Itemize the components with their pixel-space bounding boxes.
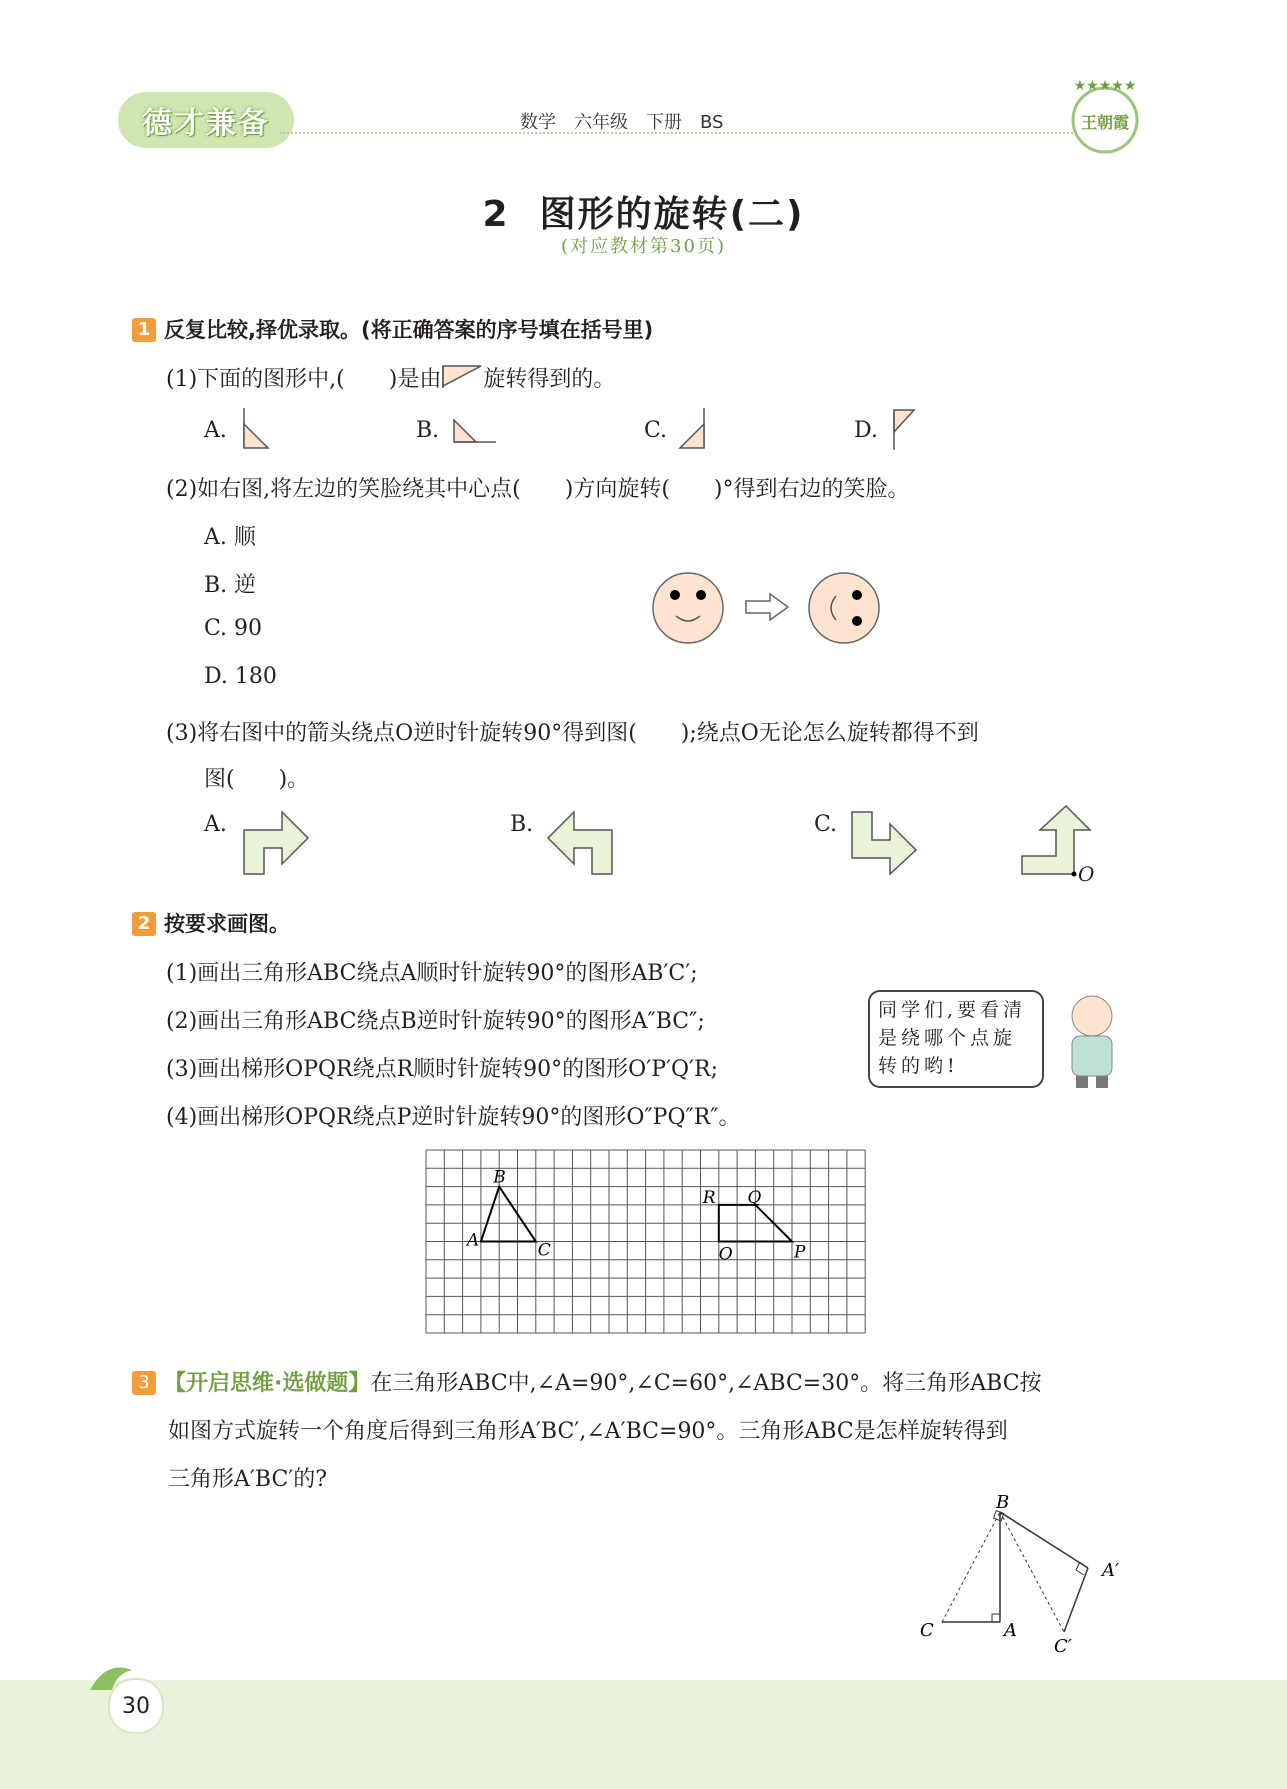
q1-p2-option-b[interactable]: B. 逆 [204,573,257,598]
brand-logo: 德才兼备 [118,92,294,148]
q1-part2-text: (2)如右图,将左边的笑脸绕其中心点( )方向旋转( )°得到右边的笑脸。 [166,477,910,502]
q2-item-3: (3)画出梯形OPQR绕点R顺时针旋转90°的图形O′P′Q′R; [166,1057,718,1082]
label-c: C [920,1620,934,1641]
q1-heading: 1 反复比较,择优录取。(将正确答案的序号填在括号里) [132,314,653,344]
grid-label-p: P [794,1242,806,1263]
label-a: A [1004,1620,1017,1641]
grid-label-o: O [718,1244,733,1265]
q2-item-2: (2)画出三角形ABC绕点B逆时针旋转90°的图形A″BC″; [166,1009,705,1034]
arrow-shape-c [850,810,920,876]
option-a-shape [242,406,272,450]
svg-text:★★★★★: ★★★★★ [1073,78,1137,94]
smiley-face-left [650,570,726,646]
q1-part1-text: (1)下面的图形中,( )是由 旋转得到的。 [166,362,615,393]
grid-label-b: B [493,1167,506,1188]
grid-label-r: R [702,1187,716,1208]
arrow-shape-a [242,810,312,876]
right-arrow-icon [744,592,790,622]
q1-p1-option-b[interactable]: B. [416,418,440,443]
grid-label-q: Q [747,1187,762,1208]
q1-p3-option-a[interactable]: A. [204,812,227,837]
q3-line3: 三角形A′BC′的? [168,1467,328,1492]
q1-p2-option-c[interactable]: C. 90 [204,616,263,641]
author-badge-label: 王朝霞 [1080,113,1130,132]
option-d-shape [892,408,918,452]
author-badge-icon [1065,78,1145,158]
q1-p2-option-d[interactable]: D. 180 [204,664,277,689]
page-title: 2 图形的旋转(二) [482,194,805,235]
q2-item-4: (4)画出梯形OPQR绕点P逆时针旋转90°的图形O″PQ″R″。 [166,1105,741,1130]
hint-speech-bubble: 同学们,要看清是绕哪个点旋转的哟! [868,990,1044,1088]
q2-heading: 2 按要求画图。 [132,908,290,938]
q1-p3-option-b[interactable]: B. [510,812,534,837]
rotation-triangle-figure [912,1490,1142,1657]
footer-band [0,1680,1287,1789]
header-subtitle: 数学 六年级 下册 BS [520,112,724,133]
textbook-reference: (对应教材第30页) [561,236,726,257]
point-o-label: O [1078,862,1095,886]
header-divider [280,132,1125,134]
q1-p1-option-d[interactable]: D. [854,418,878,443]
q3-line1: 3 【开启思维·选做题】在三角形ABC中,∠A=90°,∠C=60°,∠ABC=30°。将三角形ABC按 [132,1366,1042,1397]
q1-p2-option-a[interactable]: A. 顺 [204,525,256,550]
grid-label-a: A [466,1230,480,1251]
grid-label-c: C [537,1240,551,1261]
label-a-prime: A′ [1102,1560,1120,1581]
q3-line2: 如图方式旋转一个角度后得到三角形A′BC′,∠A′BC=90°。三角形ABC是怎样旋转得到 [168,1419,1008,1444]
grandpa-character-icon [1052,990,1132,1090]
page-number: 30 [108,1678,164,1734]
q1-part3-line2: 图( )。 [204,767,310,792]
label-b: B [996,1492,1010,1513]
triangle-abc [481,1187,536,1242]
arrow-shape-b [546,810,616,876]
label-c-prime: C′ [1054,1636,1072,1657]
option-c-shape [678,406,708,450]
q1-p1-option-a[interactable]: A. [204,418,227,443]
option-b-shape [452,418,498,444]
smiley-face-right [806,570,882,646]
q1-p3-option-c[interactable]: C. [814,812,838,837]
q1-part3-line1: (3)将右图中的箭头绕点O逆时针旋转90°得到图( );绕点O无论怎么旋转都得不到 [166,721,979,746]
drawing-grid [426,1150,866,1332]
q2-item-1: (1)画出三角形ABC绕点A顺时针旋转90°的图形AB′C′; [166,961,698,986]
flag-shape-icon [441,364,483,388]
q1-p1-option-c[interactable]: C. [644,418,668,443]
